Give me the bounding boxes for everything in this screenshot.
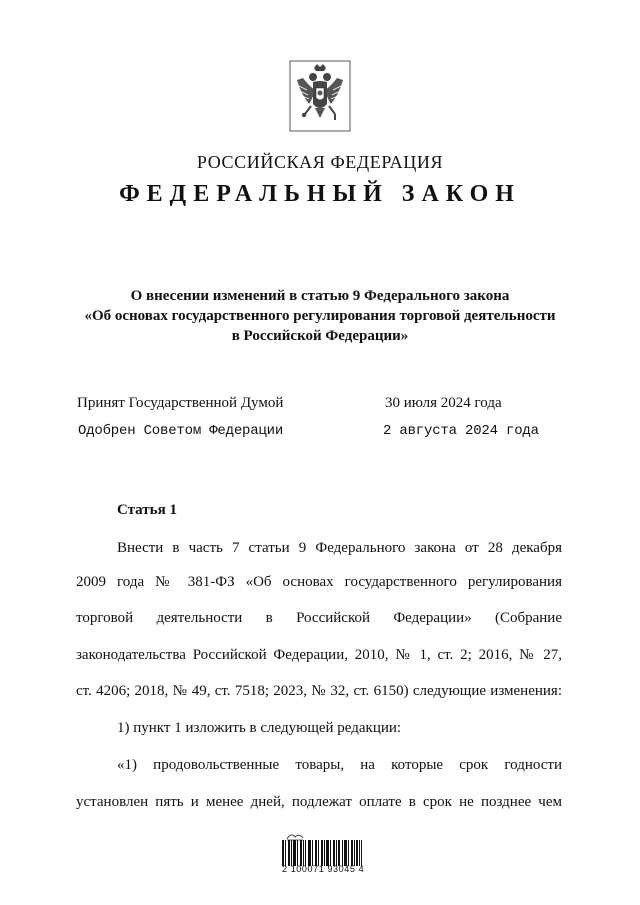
article-line: Внести в часть 7 статьи 9 Федерального закона от 28 декабря xyxy=(117,540,562,556)
article-line: законодательства Российской Федерации, 2010, № 1, ст. 2; 2016, № 27, xyxy=(76,647,562,663)
law-title-line: О внесении изменений в статью 9 Федерального закона xyxy=(130,288,510,304)
article-line: ст. 4206; 2018, № 49, ст. 7518; 2023, № 32, ст. 6150) следующие изменения: xyxy=(76,683,562,699)
council-approval-label: Одобрен Советом Федерации xyxy=(78,423,284,439)
coat-of-arms-icon xyxy=(289,60,351,132)
barcode-number: 2 100071 93045 4 xyxy=(282,864,365,874)
article-heading: Статья 1 xyxy=(117,502,177,518)
duma-adoption-date: 30 июля 2024 года xyxy=(385,395,502,411)
law-title xyxy=(60,286,580,346)
article-line: установлен пять и менее дней, подлежат оплате в срок не позднее чем xyxy=(76,794,562,810)
duma-adoption-label: Принят Государственной Думой xyxy=(77,395,284,411)
law-type-heading: ФЕДЕРАЛЬНЫЙ ЗАКОН xyxy=(119,181,521,207)
council-approval-date: 2 августа 2024 года xyxy=(383,423,539,439)
barcode-icon xyxy=(282,840,362,866)
article-line: 1) пункт 1 изложить в следующей редакции: xyxy=(117,720,402,736)
article-line: торговой деятельности в Российской Федерации» (Собрание xyxy=(76,610,562,626)
article-line: «1) продовольственные товары, на которые срок годности xyxy=(117,757,562,773)
law-title-line: в Российской Федерации» xyxy=(231,328,409,344)
country-heading: РОССИЙСКАЯ ФЕДЕРАЦИЯ xyxy=(196,152,444,172)
law-title-line: «Об основах государственного регулирования торговой деятельности xyxy=(84,308,556,324)
article-line: 2009 года № 381-ФЗ «Об основах государственного регулирования xyxy=(76,574,562,590)
registration-mark-icon xyxy=(286,828,304,838)
